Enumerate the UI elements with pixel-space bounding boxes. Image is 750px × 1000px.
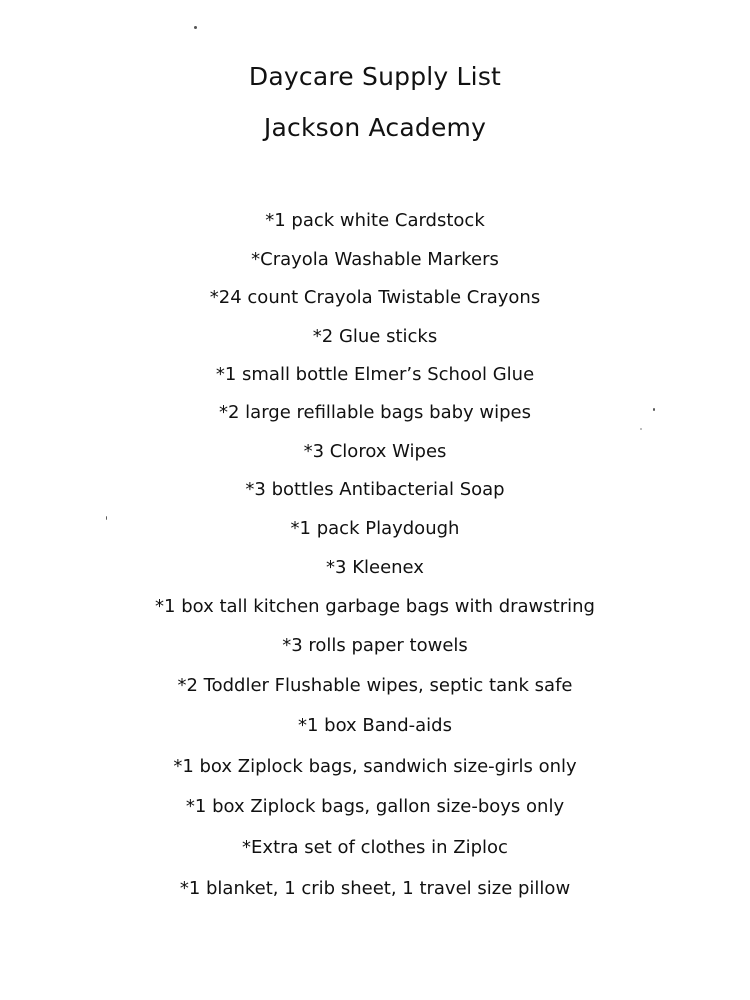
list-item: *2 large refillable bags baby wipes (218, 402, 532, 423)
list-item: *1 blanket, 1 crib sheet, 1 travel size pillow (179, 878, 571, 899)
list-item: *3 Clorox Wipes (303, 441, 447, 462)
page-title: Daycare Supply List (248, 62, 502, 91)
list-item: *1 pack white Cardstock (265, 210, 485, 231)
list-item: *1 pack Playdough (290, 518, 460, 539)
list-item: *2 Glue sticks (312, 326, 438, 347)
scan-speck (106, 516, 107, 520)
scan-speck (194, 26, 197, 29)
list-item: *1 box Ziplock bags, sandwich size-girls only (173, 756, 577, 777)
scan-speck (640, 428, 642, 430)
list-item: *1 small bottle Elmer’s School Glue (215, 364, 535, 385)
list-item: *1 box Ziplock bags, gallon size-boys only (185, 796, 565, 817)
list-item: *3 Kleenex (326, 557, 424, 578)
list-item: *Crayola Washable Markers (251, 249, 499, 270)
school-name: Jackson Academy (263, 113, 487, 142)
list-item: *24 count Crayola Twistable Crayons (209, 287, 541, 308)
list-item: *3 bottles Antibacterial Soap (245, 479, 505, 500)
list-item: *2 Toddler Flushable wipes, septic tank safe (177, 675, 573, 696)
scan-speck (653, 408, 655, 411)
list-item: *Extra set of clothes in Ziploc (242, 837, 508, 858)
list-item: *3 rolls paper towels (282, 635, 468, 656)
list-item: *1 box tall kitchen garbage bags with drawstring (155, 596, 595, 617)
list-item: *1 box Band-aids (298, 715, 452, 736)
